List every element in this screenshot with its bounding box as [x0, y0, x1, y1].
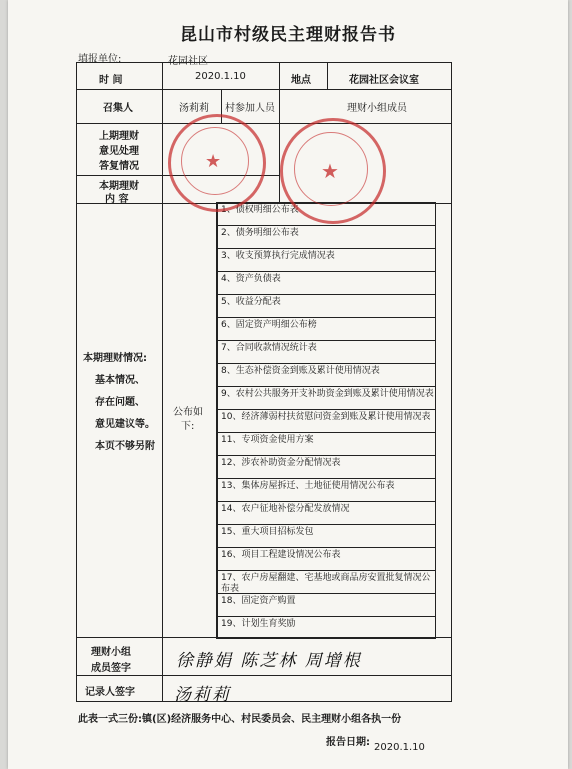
situation-line: 存在问题、 [95, 397, 145, 408]
finance-group-seal-stamp: ★ [280, 118, 386, 224]
report-date-value: 2020.1.10 [374, 742, 425, 753]
paper-sheet [8, 0, 568, 769]
prev-label-line3: 答复情况 [99, 161, 139, 172]
convener-value: 汤莉莉 [179, 103, 209, 114]
cur-label-line1: 本期理财 [99, 181, 139, 192]
location-value: 花园社区会议室 [349, 75, 419, 86]
published-item: 17、农户房屋翻建、宅基地或商品房安置批复情况公布表 [217, 570, 435, 593]
column-divider [279, 63, 280, 89]
report-date-label: 报告日期: [326, 737, 370, 748]
published-item: 2、债务明细公布表 [217, 225, 435, 248]
published-item: 18、固定资产购置 [217, 593, 435, 616]
published-item: 7、合同收款情况统计表 [217, 340, 435, 363]
published-item: 5、收益分配表 [217, 294, 435, 317]
published-item: 11、专项资金使用方案 [217, 432, 435, 455]
fill-unit-label: 填报单位: [78, 54, 122, 65]
published-item: 15、重大项目招标发包 [217, 524, 435, 547]
row-divider [77, 123, 451, 124]
participants-label: 村参加人员 [225, 103, 275, 114]
column-divider [279, 89, 280, 203]
published-item: 12、涉农补助资金分配情况表 [217, 455, 435, 478]
footer-note: 此表一式三份:镇(区)经济服务中心、村民委员会、民主理财小组各执一份 [78, 714, 402, 725]
published-items-list [216, 202, 436, 639]
situation-line: 意见建议等。 [95, 419, 155, 430]
published-item: 10、经济薄弱村扶贫慰问资金到账及累计使用情况表 [217, 409, 435, 432]
column-divider [162, 63, 163, 701]
cur-label-line2: 内 容 [105, 194, 129, 205]
group-sign-label-line1: 理财小组 [91, 647, 131, 658]
public-label-line1: 公布如 [173, 407, 203, 418]
published-item: 14、农户征地补偿分配发放情况 [217, 501, 435, 524]
participants-value: 理财小组成员 [347, 103, 407, 114]
group-sign-label-line2: 成员签字 [91, 663, 131, 674]
published-item: 3、收支预算执行完成情况表 [217, 248, 435, 271]
prev-label-line1: 上期理财 [99, 131, 139, 142]
form-title: 昆山市村级民主理财报告书 [180, 25, 396, 45]
situation-line: 基本情况、 [95, 375, 145, 386]
prev-label-line2: 意见处理 [99, 146, 139, 157]
convener-label: 召集人 [103, 103, 133, 114]
recorder-sign-label: 记录人签字 [85, 687, 135, 698]
time-label: 时 间 [99, 75, 123, 86]
row-divider [77, 675, 451, 676]
published-item: 6、固定资产明细公布榜 [217, 317, 435, 340]
column-divider [327, 63, 328, 89]
published-item: 1、债权明细公布表 [217, 202, 435, 225]
published-item: 4、资产负债表 [217, 271, 435, 294]
published-item: 9、农村公共服务开支补助资金到账及累计使用情况表 [217, 386, 435, 409]
location-label: 地点 [291, 75, 311, 86]
published-item: 16、项目工程建设情况公布表 [217, 547, 435, 570]
published-item: 19、计划生育奖励 [217, 616, 435, 638]
published-item: 13、集体房屋拆迁、土地征使用情况公布表 [217, 478, 435, 501]
fill-unit-value: 花园社区 [168, 56, 208, 67]
published-item: 8、生态补偿资金到账及累计使用情况表 [217, 363, 435, 386]
group-member-signatures: 徐静娟 陈芝林 周增根 [176, 651, 362, 671]
public-label-line2: 下: [181, 421, 195, 432]
situation-line: 本期理财情况: [83, 353, 147, 364]
recorder-signature: 汤莉莉 [174, 685, 231, 705]
situation-line: 本页不够另附 [95, 441, 155, 452]
time-value: 2020.1.10 [195, 71, 246, 82]
row-divider [77, 89, 451, 90]
community-seal-stamp: ★ [168, 114, 266, 212]
